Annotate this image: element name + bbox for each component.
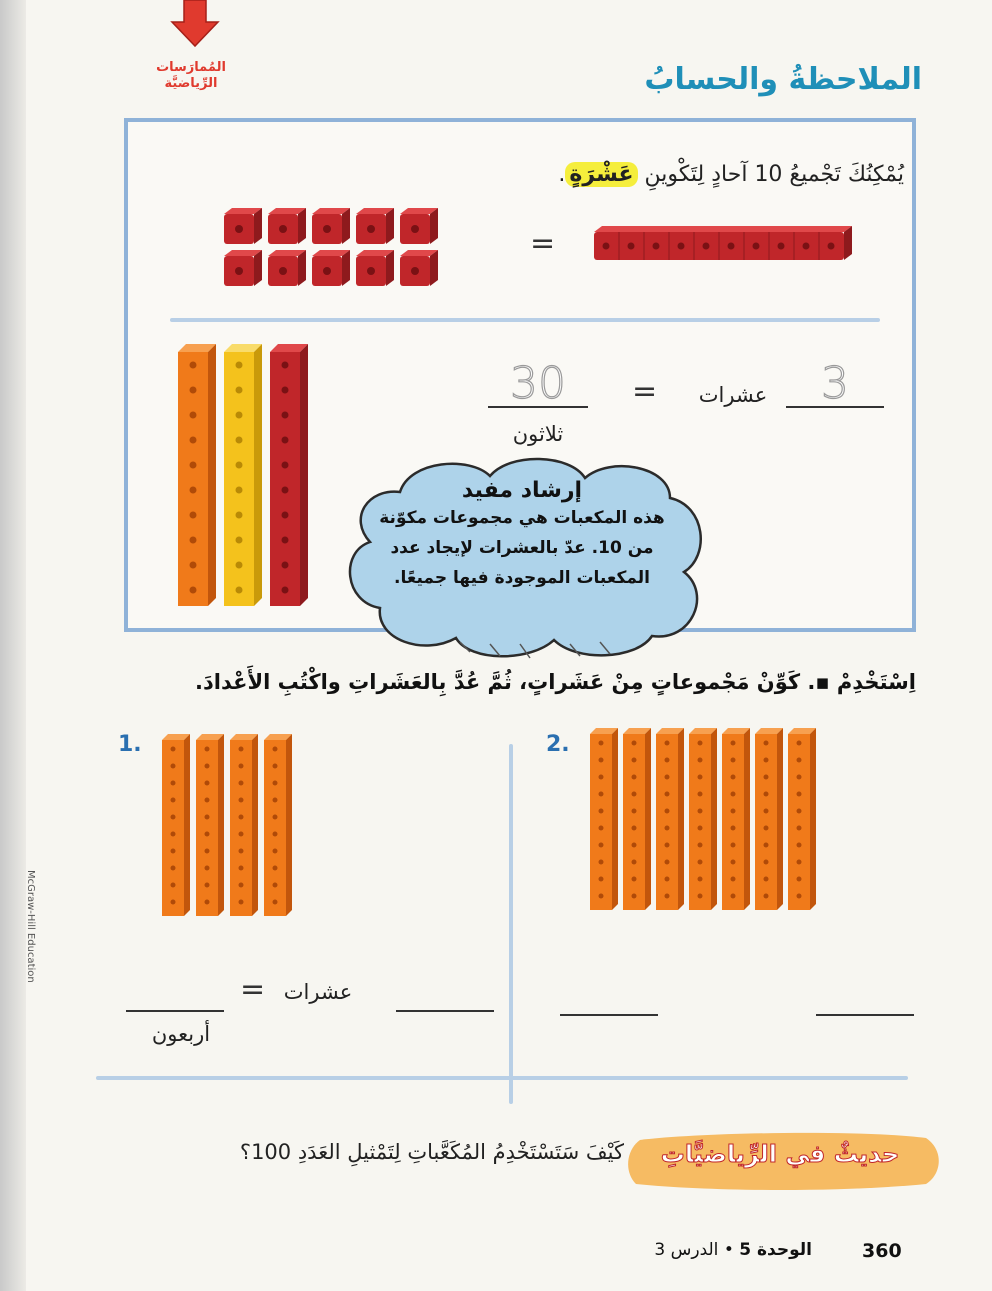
exercise-divider xyxy=(509,744,513,1104)
ten-loose-cubes xyxy=(224,206,444,290)
page-spine xyxy=(0,0,26,1291)
tens-answer: 3 xyxy=(821,358,849,409)
highlighted-word: عَشْرَةٍ xyxy=(565,162,637,187)
exercise-1-number-line[interactable] xyxy=(126,990,224,1012)
exercise-2-rods xyxy=(588,728,818,914)
number-answer: 30 xyxy=(510,358,566,409)
math-talk-badge: حديثٌ في الرِّياضيَّاتِ xyxy=(660,1140,900,1168)
publisher-credit: McGraw-Hill Education xyxy=(25,870,36,983)
equals-sign: = xyxy=(530,226,556,261)
hint-line-3: المكعبات الموجودة فيها جميعًا. xyxy=(394,568,650,588)
number-answer-line xyxy=(488,358,588,408)
exercise-1-equals: = xyxy=(240,972,266,1007)
section-divider xyxy=(170,318,880,322)
intro-sentence: يُمْكِنُكَ تَجْميعُ 10 آحادٍ لِتَكْوينِ عَشْرَةٍ. xyxy=(558,162,904,187)
exercise-1-number-word: أربعون xyxy=(151,1022,211,1046)
example-equals: = xyxy=(632,374,658,409)
page-number: 360 xyxy=(862,1240,902,1262)
exercise-1-number: 1. xyxy=(118,732,142,757)
bottom-divider xyxy=(96,1076,908,1080)
exercise-1-rods xyxy=(160,734,294,920)
hint-content xyxy=(372,478,672,593)
tens-answer-line xyxy=(786,358,884,408)
exercise-1-tens-word: عشرات xyxy=(283,980,353,1004)
unit-label: الوحدة 5 xyxy=(739,1240,812,1260)
exercise-2-number: 2. xyxy=(546,732,570,757)
tens-word: عشرات xyxy=(698,383,768,407)
down-arrow-icon xyxy=(170,0,220,48)
ten-cube-rod xyxy=(592,226,854,266)
number-word: ثلاثون xyxy=(512,422,564,446)
unit-lesson xyxy=(654,1240,812,1260)
exercise-1-tens-line[interactable] xyxy=(396,990,494,1012)
hint-title: إرشاد مفيد xyxy=(461,478,583,503)
hint-line-2: من 10. عدّ بالعشرات لإيجاد عدد xyxy=(390,538,654,558)
bullet: • xyxy=(723,1240,734,1260)
instruction-text: اِسْتَخْدِمْ ▪. كَوِّنْ مَجْموعاتٍ مِنْ عَشَراتٍ، ثُمَّ عُدَّ بِالعَشَراتِ واكْتُبِ الأَعْدادَ. xyxy=(195,670,916,694)
math-talk-question: كَيْفَ سَتَسْتَخْدِمُ المُكَعَّباتِ لِتَمْثيلِ العَدَدِ 100؟ xyxy=(239,1140,624,1164)
hint-line-1: هذه المكعبات هي مجموعات مكوّنة xyxy=(379,508,665,528)
lesson-label: الدرس 3 xyxy=(654,1240,719,1260)
math-practices-label: المُمارَسات الرِّياضيَّة xyxy=(156,60,226,91)
exercise-2-number-line[interactable] xyxy=(560,994,658,1016)
exercise-2-tens-line[interactable] xyxy=(816,994,914,1016)
three-ten-rods xyxy=(174,344,310,610)
page-title: الملاحظةُ والحسابُ xyxy=(644,62,922,97)
